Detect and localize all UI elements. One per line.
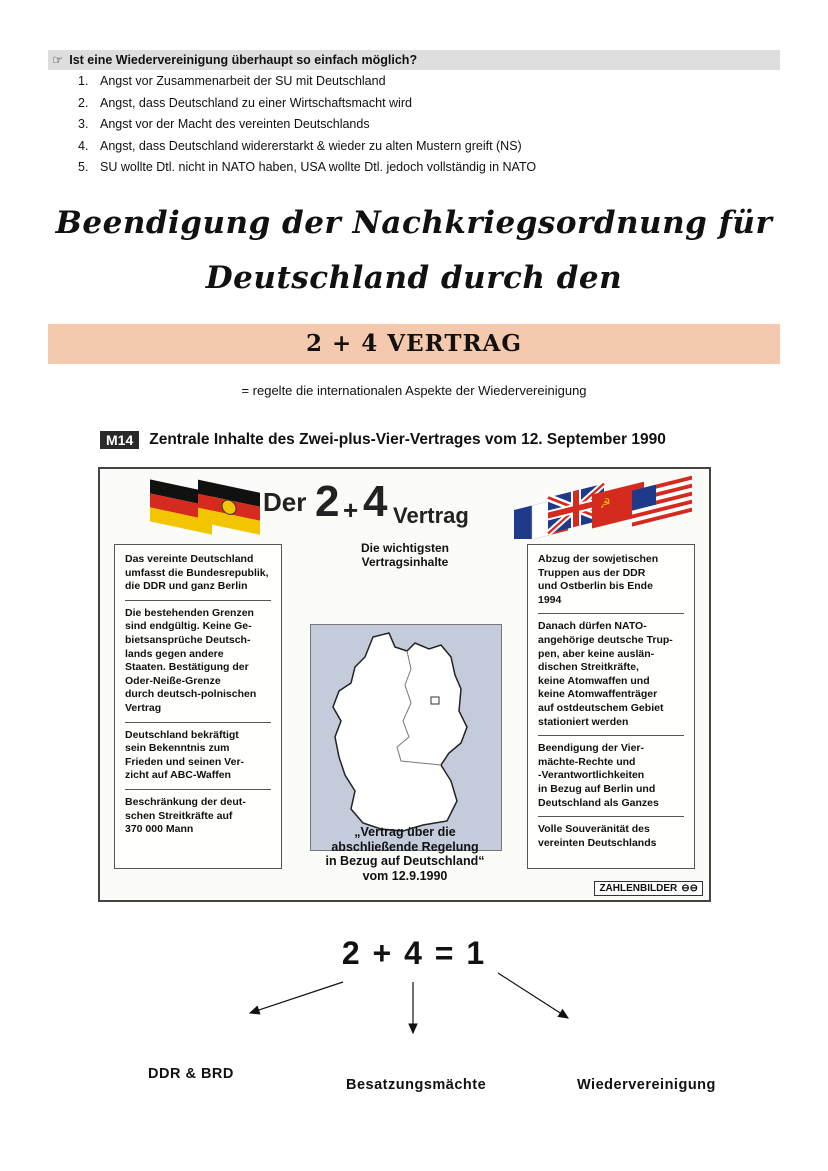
right-block: Volle Souveränität des vereinten Deutschlands xyxy=(538,823,657,849)
list-item: 3. Angst vor der Macht des vereinten Deutschlands xyxy=(78,117,370,132)
right-block: Beendigung der Vier- mächte-Rechte und -Verantwortlichkeiten in Bezug auf Berlin und Deutschland als Ganzes xyxy=(538,742,684,817)
center-heading: Die wichtigsten Vertragsinhalte xyxy=(360,541,449,569)
right-block: Danach dürfen NATO- angehörige deutsche Trup- pen, aber keine auslän- dischen Streitkräfte, keine Atomwaffen und keine Atomwaffenträger auf ostdeutschem Gebiet stationiert werden xyxy=(538,620,684,736)
treaty-banner: 2 + 4 VERTRAG xyxy=(48,324,780,364)
left-block: Beschränkung der deut- schen Streitkräfte auf 370 000 Mann xyxy=(125,795,246,836)
arrow-left-icon xyxy=(250,982,343,1013)
outcome-ddr-brd: DDR & BRD xyxy=(148,1066,234,1082)
center-footer: „Vertrag über die abschließende Regelung in Bezug auf Deutschland“ vom 12.9.1990 xyxy=(325,825,485,883)
outcome-besatzungsmaechte: Besatzungsmächte xyxy=(346,1077,487,1093)
logo-icon: ⊖⊖ xyxy=(681,883,698,894)
list-item: 5. SU wollte Dtl. nicht in NATO haben, USA wollte Dtl. jedoch vollständig in NATO xyxy=(78,160,537,175)
left-block: Deutschland bekräftigt sein Bekenntnis zum Frieden und seinen Ver- zicht auf ABC-Waffen xyxy=(125,729,271,790)
list-item: 2. Angst, dass Deutschland zu einer Wirtschaftsmacht wird xyxy=(78,95,412,110)
pointing-hand-icon: ☞ xyxy=(52,53,64,67)
svg-text:☭: ☭ xyxy=(600,495,611,512)
question-text: Ist eine Wiedervereinigung überhaupt so einfach möglich? xyxy=(69,53,418,67)
outcome-wiedervereinigung: Wiedervereinigung xyxy=(577,1077,716,1093)
material-tag: M14 xyxy=(100,431,139,449)
treaty-poster: ☭ Der 2 + 4 Vertrag Die wichtigsten Vertragsinhalte Das vereinte Deutschland umfasst die Bundesrepublik, die DDR und ganz Berlin Die bestehenden Grenzen sind endgültig. Keine Ge- bietsansprüche Deutsch- lands gegen andere Staaten. Bestätigung der Oder-Neiße-Grenze durch deutsch-polnischen Vertrag Deutschland bekräftigt sein Bekenntnis zum Frieden und seinen Ver- zicht auf ABC-Waffen Beschränkung der deut- schen Streitkräfte auf 370 000 Mann Abzug der sowjetischen Truppen aus der DDR und Ostberlin bis Ende 1994 Danach dürfen NATO- angehörige deutsche Trup- pen, aber keine auslän- dischen Streitkräfte, keine Atomwaffen und keine Atomwaffenträger auf ostdeutschem Gebiet stationiert werden Beendigung der Vier- mächte-Rechte und -Verantwortlichkeiten in Bezug auf Berlin und Deutschland als Ganzes Volle Souveränität des vereinten Deutschlands „Vertrag über die abschließende Regelung in Bezug auf Deutschland“ vom 12.9.1990 ZAHLENBILDER ⊖⊖ xyxy=(98,467,711,902)
equation: 2 + 4 = 1 xyxy=(341,935,487,971)
source-badge: ZAHLENBILDER ⊖⊖ xyxy=(594,881,703,896)
list-item: 1. Angst vor Zusammenarbeit der SU mit Deutschland xyxy=(78,74,386,88)
treaty-subline: = regelte die internationalen Aspekte der Wiedervereinigung xyxy=(241,383,587,398)
arrow-right-icon xyxy=(498,973,568,1018)
heading-line-2: Deutschland durch den xyxy=(205,260,623,296)
right-block: Abzug der sowjetischen Truppen aus der DDR und Ostberlin bis Ende 1994 xyxy=(538,553,684,614)
heading-line-1: Beendigung der Nachkriegsordnung für xyxy=(55,205,773,241)
left-block: Die bestehenden Grenzen sind endgültig. Keine Ge- bietsansprüche Deutsch- lands gegen andere Staaten. Bestätigung der Oder-Neiße-Grenze durch deutsch-polnischen Vertrag xyxy=(125,607,271,723)
material-title: Zentrale Inhalte des Zwei-plus-Vier-Vertrages vom 12. September 1990 xyxy=(149,431,666,448)
list-item: 4. Angst, dass Deutschland widererstarkt & wieder zu alten Mustern greift (NS) xyxy=(78,138,522,153)
left-block: Das vereinte Deutschland umfasst die Bundesrepublik, die DDR und ganz Berlin xyxy=(125,553,271,601)
